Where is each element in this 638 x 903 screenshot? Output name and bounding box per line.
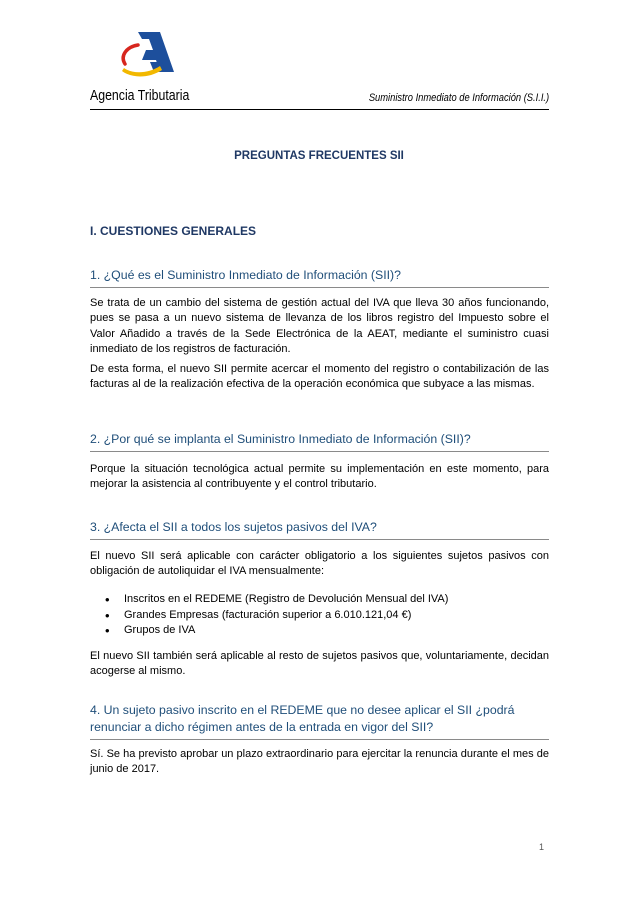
list-item: • Grandes Empresas (facturación superior a 6.010.121,04 €): [90, 608, 549, 624]
question-3-answer-p2: El nuevo SII también será aplicable al resto de sujetos pasivos que, voluntariamente, decidan acogerse al mismo.: [90, 650, 549, 678]
question-4-answer-p1: Sí. Se ha previsto aprobar un plazo extraordinario para ejercitar la renuncia durante el mes de junio de 2017.: [90, 748, 549, 776]
page-number: 1: [539, 842, 545, 852]
question-3-heading: 3. ¿Afecta el SII a todos los sujetos pasivos del IVA?: [90, 519, 549, 540]
question-1-heading: 1. ¿Qué es el Suministro Inmediato de Información (SII)?: [90, 267, 549, 288]
question-1-answer-p1: Se trata de un cambio del sistema de gestión actual del IVA que lleva 30 años funcionando, pues se pasa a un nuevo sistema de llevanza de los libros registro del Impuesto sobre el Valor Añadido a través de la Sede Electrónica de la AEAT, mediante el suministro cuasi inmediato de los registros de facturación.: [90, 297, 549, 356]
question-3-bullet-list: [90, 592, 549, 639]
agencia-tributaria-logo: [116, 30, 176, 80]
question-2-answer-p1: Porque la situación tecnológica actual permite su implementación en este momento, para mejorar la asistencia al contribuyente y el control tributario.: [90, 463, 549, 491]
document-title: PREGUNTAS FRECUENTES SII: [234, 150, 404, 162]
question-1-answer-p2: De esta forma, el nuevo SII permite acercar el momento del registro o contabilización de las facturas al de la realización efectiva de la operación económica que subyace a las mismas.: [90, 363, 549, 391]
system-name: Suministro Inmediato de Información (S.I.I.): [368, 92, 549, 104]
question-2-heading: 2. ¿Por qué se implanta el Suministro Inmediato de Información (SII)?: [90, 431, 549, 452]
list-item: • Inscritos en el REDEME (Registro de Devolución Mensual del IVA): [90, 592, 549, 608]
list-item: • Grupos de IVA: [90, 623, 549, 639]
page-header: [90, 87, 549, 110]
agency-name: Agencia Tributaria: [90, 88, 190, 104]
question-4-heading: 4. Un sujeto pasivo inscrito en el REDEME que no desee aplicar el SII ¿podrá renunciar a dicho régimen antes de la entrada en vigor del SII?: [90, 702, 549, 740]
question-3-answer-p1: El nuevo SII será aplicable con carácter obligatorio a los siguientes sujetos pasivos con obligación de autoliquidar el IVA mensualmente:: [90, 550, 549, 578]
section-heading: I. CUESTIONES GENERALES: [90, 224, 257, 238]
